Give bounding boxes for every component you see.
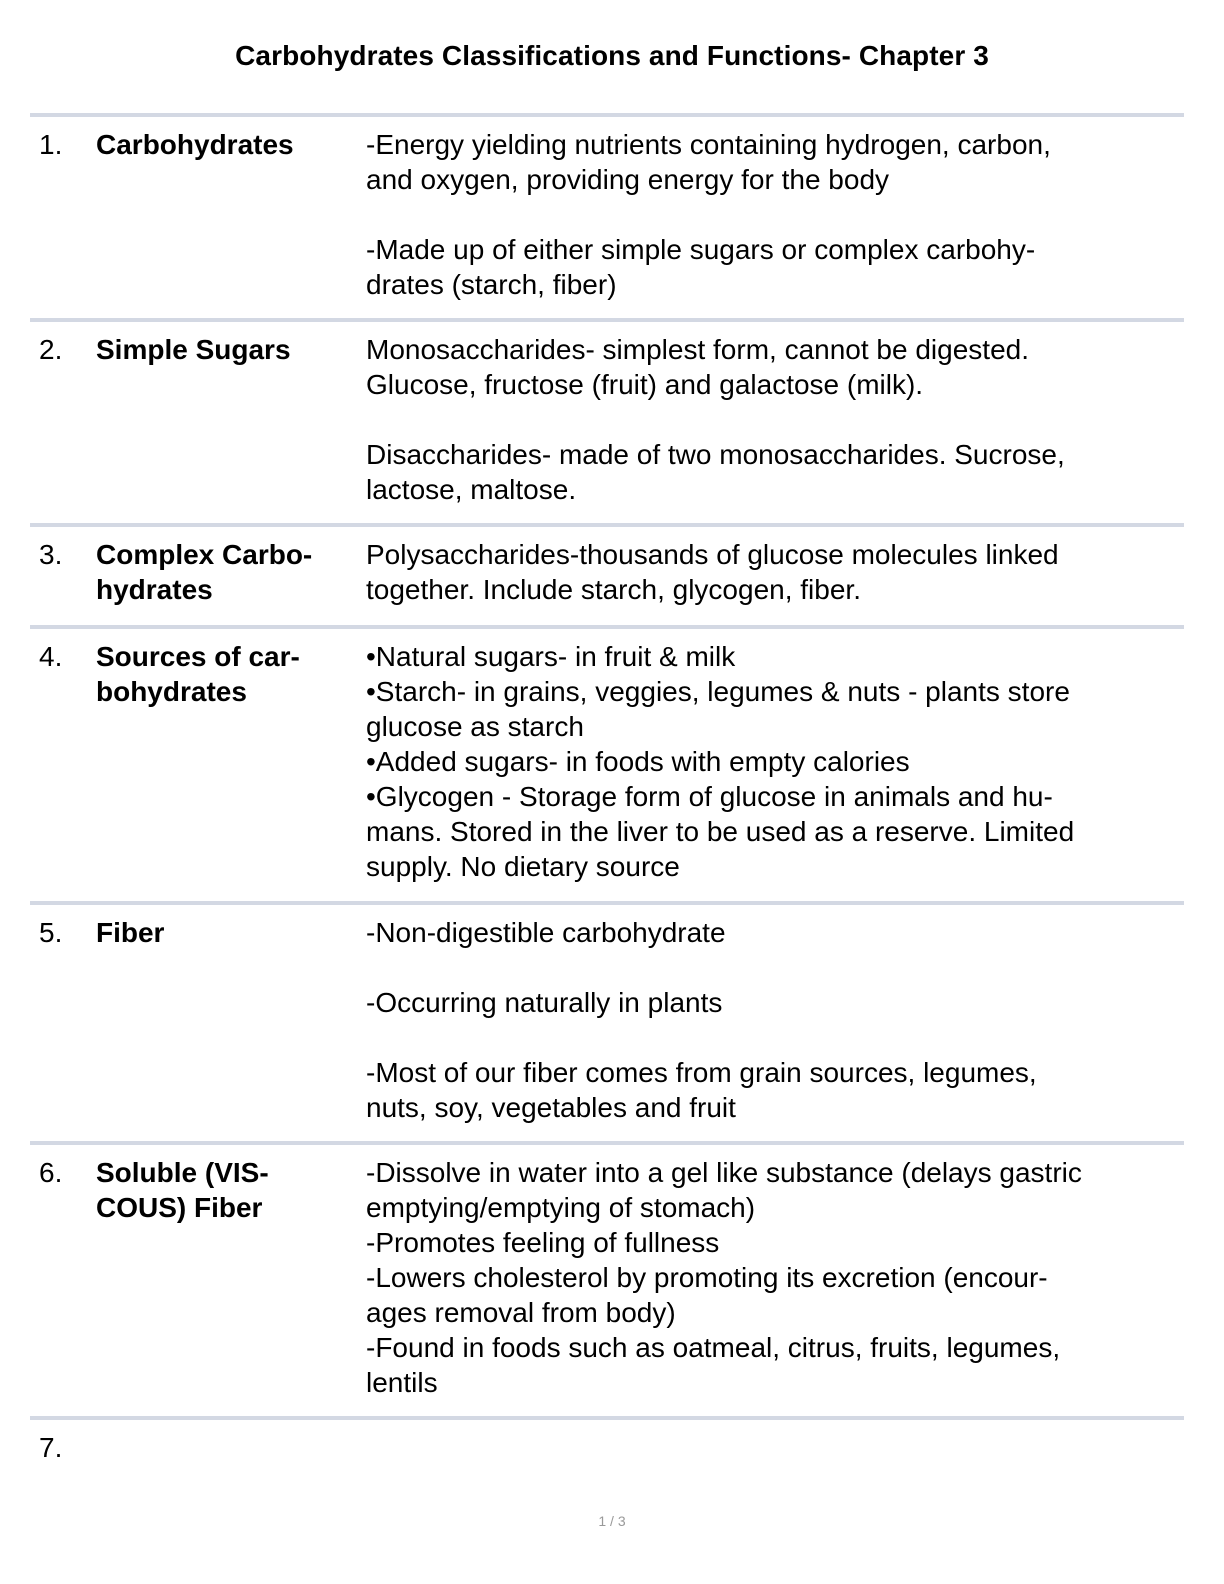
definition-line: together. Include starch, glycogen, fiber. bbox=[366, 574, 861, 605]
definition-paragraph bbox=[366, 915, 1182, 950]
definition-line: -Lowers cholesterol by promoting its excretion (encour- bbox=[366, 1262, 1048, 1293]
term-line: Soluble (VIS- bbox=[96, 1157, 269, 1188]
term-entry bbox=[30, 1141, 1184, 1420]
definition-line: ages removal from body) bbox=[366, 1297, 676, 1328]
definition-line: Disaccharides- made of two monosaccharides. Sucrose, bbox=[366, 439, 1065, 470]
definition-line: mans. Stored in the liver to be used as a reserve. Limited bbox=[366, 816, 1075, 847]
term-entry bbox=[30, 523, 1184, 629]
term-entry bbox=[30, 113, 1184, 322]
definition-line: -Energy yielding nutrients containing hydrogen, carbon, bbox=[366, 129, 1051, 160]
definition-line: Monosaccharides- simplest form, cannot be digested. bbox=[366, 334, 1029, 365]
entry-number: 6. bbox=[39, 1157, 63, 1188]
definition-line: •Added sugars- in foods with empty calories bbox=[366, 746, 910, 777]
entry-number: 1. bbox=[39, 129, 63, 160]
entry-definition bbox=[366, 537, 1182, 607]
definition-line: -Promotes feeling of fullness bbox=[366, 1227, 720, 1258]
term-entry bbox=[30, 625, 1184, 905]
definition-line: •Starch- in grains, veggies, legumes & nuts - plants store bbox=[366, 676, 1070, 707]
entry-term bbox=[96, 127, 346, 162]
term-entry bbox=[30, 1416, 1184, 1500]
entry-number: 7. bbox=[39, 1432, 63, 1463]
definition-line: lentils bbox=[366, 1367, 438, 1398]
definition-paragraph bbox=[366, 639, 1182, 884]
definition-line: Glucose, fructose (fruit) and galactose (milk). bbox=[366, 369, 924, 400]
entry-definition bbox=[366, 332, 1182, 507]
definition-paragraph bbox=[366, 127, 1182, 197]
definition-line: nuts, soy, vegetables and fruit bbox=[366, 1092, 736, 1123]
term-line: Simple Sugars bbox=[96, 334, 291, 365]
definition-paragraph bbox=[366, 1055, 1182, 1125]
definition-line: -Occurring naturally in plants bbox=[366, 987, 723, 1018]
entry-term bbox=[96, 915, 346, 950]
term-line: hydrates bbox=[96, 574, 213, 605]
entry-term bbox=[96, 332, 346, 367]
definition-line: -Dissolve in water into a gel like substance (delays gastric bbox=[366, 1157, 1082, 1188]
entry-definition bbox=[366, 127, 1182, 302]
definition-line: supply. No dietary source bbox=[366, 851, 680, 882]
entry-definition bbox=[366, 915, 1182, 1125]
term-line: Sources of car- bbox=[96, 641, 300, 672]
definition-paragraph bbox=[366, 232, 1182, 302]
entry-number: 5. bbox=[39, 917, 63, 948]
definition-line: lactose, maltose. bbox=[366, 474, 577, 505]
definition-line: Polysaccharides-thousands of glucose molecules linked bbox=[366, 539, 1059, 570]
definition-line: glucose as starch bbox=[366, 711, 584, 742]
definition-paragraph bbox=[366, 437, 1182, 507]
definition-line: •Natural sugars- in fruit & milk bbox=[366, 641, 736, 672]
definition-paragraph bbox=[366, 985, 1182, 1020]
entry-term bbox=[96, 1155, 346, 1225]
definition-line: -Found in foods such as oatmeal, citrus, fruits, legumes, bbox=[366, 1332, 1061, 1363]
term-line: Fiber bbox=[96, 917, 165, 948]
definition-line: -Non-digestible carbohydrate bbox=[366, 917, 726, 948]
definition-line: drates (starch, fiber) bbox=[366, 269, 617, 300]
page-indicator: 1 / 3 bbox=[598, 1513, 626, 1529]
entry-number: 4. bbox=[39, 641, 63, 672]
page-title: Carbohydrates Classifications and Functions- Chapter 3 bbox=[235, 40, 989, 71]
term-line: bohydrates bbox=[96, 676, 247, 707]
definition-line: emptying/emptying of stomach) bbox=[366, 1192, 756, 1223]
entry-term bbox=[96, 537, 346, 607]
term-line: COUS) Fiber bbox=[96, 1192, 263, 1223]
entry-definition bbox=[366, 1155, 1182, 1400]
definition-line: and oxygen, providing energy for the body bbox=[366, 164, 890, 195]
entry-definition bbox=[366, 639, 1182, 884]
definition-line: -Most of our fiber comes from grain sources, legumes, bbox=[366, 1057, 1037, 1088]
term-entry bbox=[30, 318, 1184, 527]
entry-number: 3. bbox=[39, 539, 63, 570]
term-line: Carbohydrates bbox=[96, 129, 294, 160]
definition-line: •Glycogen - Storage form of glucose in animals and hu- bbox=[366, 781, 1053, 812]
term-entry bbox=[30, 901, 1184, 1145]
definition-paragraph bbox=[366, 1155, 1182, 1400]
definition-paragraph bbox=[366, 332, 1182, 402]
entry-number: 2. bbox=[39, 334, 63, 365]
entry-term bbox=[96, 639, 346, 709]
definition-paragraph bbox=[366, 537, 1182, 607]
definition-line: -Made up of either simple sugars or complex carbohy- bbox=[366, 234, 1036, 265]
term-line: Complex Carbo- bbox=[96, 539, 313, 570]
